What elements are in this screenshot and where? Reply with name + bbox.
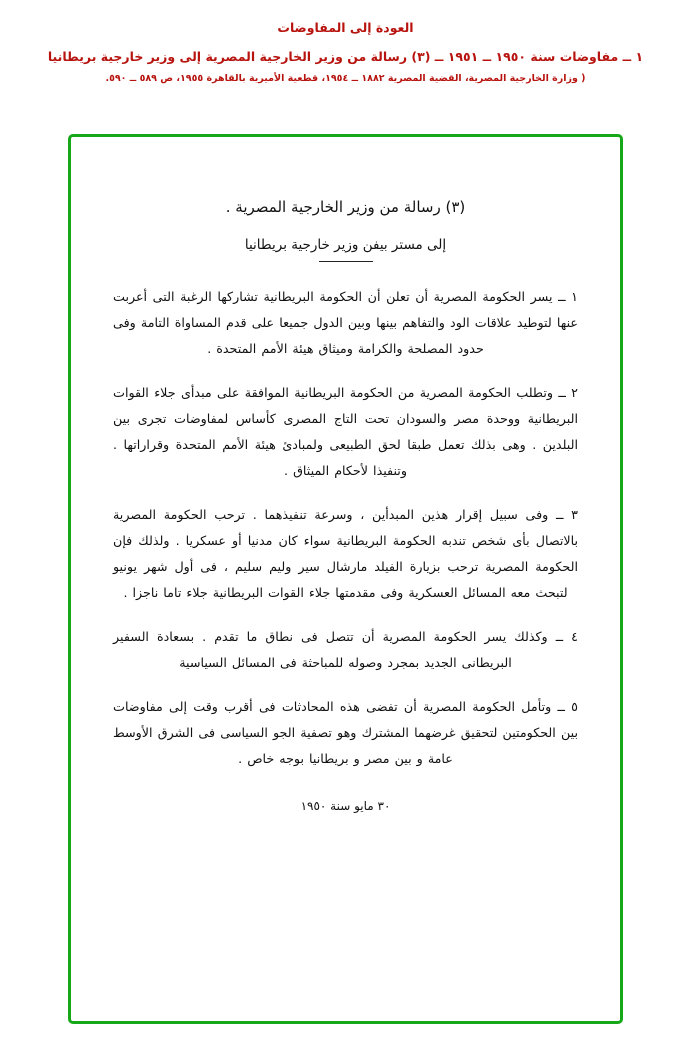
paragraph-4: ٤ ــ وكذلك يسر الحكومة المصرية أن تتصل فى نطاق ما تقدم . بسعادة السفير البريطانى الجديد بمجرد وصوله للمباحثة فى المسائل السياسية	[113, 629, 578, 671]
document-title: (٣) رسالة من وزير الخارجية المصرية .	[225, 198, 466, 216]
page-title: ١ ــ مفاوضات سنة ١٩٥٠ ــ ١٩٥١ ــ (٣) رسالة من وزير الخارجية المصرية إلى وزير خارجية بريطانيا	[47, 49, 644, 64]
paragraph-5: ٥ ــ وتأمل الحكومة المصرية أن تفضى هذه المحادثات فى أقرب وقت إلى مفاوضات بين الحكومتين لتحقيق غرضهما المشترك وهو تصفية الجو السياسى فى الشرق الأوسط عامة و بين مصر و بريطانيا بوجه خاص .	[113, 699, 578, 767]
back-to-negotiations-link[interactable]: العودة إلى المفاوضات	[277, 20, 414, 35]
document-addressee: إلى مستر بيفن وزير خارجية بريطانيا	[244, 237, 447, 253]
paragraph-3: ٣ ــ وفى سبيل إقرار هذين المبدأين ، وسرعة تنفيذهما . ترحب الحكومة المصرية بالاتصال بأى شخص تندبه الحكومة البريطانية سواء كان مدنيا أو عسكريا . ولذلك فإن الحكومة المصرية ترحب بزيارة الفيلد مارشال سير وليم سليم ، فى أول شهر يونيو لتبحث معه المسائل العسكرية وفى مقدمتها جلاء القوات البريطانية جلاء تاما ناجزا .	[113, 507, 578, 601]
source-citation: ( وزارة الخارجية المصرية، القضية المصرية ١٨٨٢ ــ ١٩٥٤، قطعية الأميرية بالقاهرة ١٩٥٥، ص ٥٨٩ ــ ٥٩٠.	[105, 73, 586, 84]
document-frame	[68, 134, 623, 1024]
paragraph-1: ١ ــ يسر الحكومة المصرية أن تعلن أن الحكومة البريطانية تشاركها الرغبة التى أعربت عنها لتوطيد علاقات الود والتفاهم بينها وبين الدول جميعا على قدم المساواة التامة وفى حدود المصلحة والكرامة وميثاق هيئة الأمم المتحدة .	[113, 289, 578, 357]
page-header	[0, 0, 691, 84]
paragraph-2: ٢ ــ وتطلب الحكومة المصرية من الحكومة البريطانية الموافقة على مبدأى جلاء القوات البريطانية ووحدة مصر والسودان تحت التاج المصرى كأساس لمفاوضات تجرى بين البلدين . وهى بذلك تعمل طبقا لحق الطبيعى ولمبادئ هيئة الأمم المتحدة وقراراتها . وتنفيذا لأحكام الميثاق .	[113, 385, 578, 479]
title-divider	[319, 261, 373, 262]
document-date: ٣٠ مايو سنة ١٩٥٠	[300, 798, 391, 813]
